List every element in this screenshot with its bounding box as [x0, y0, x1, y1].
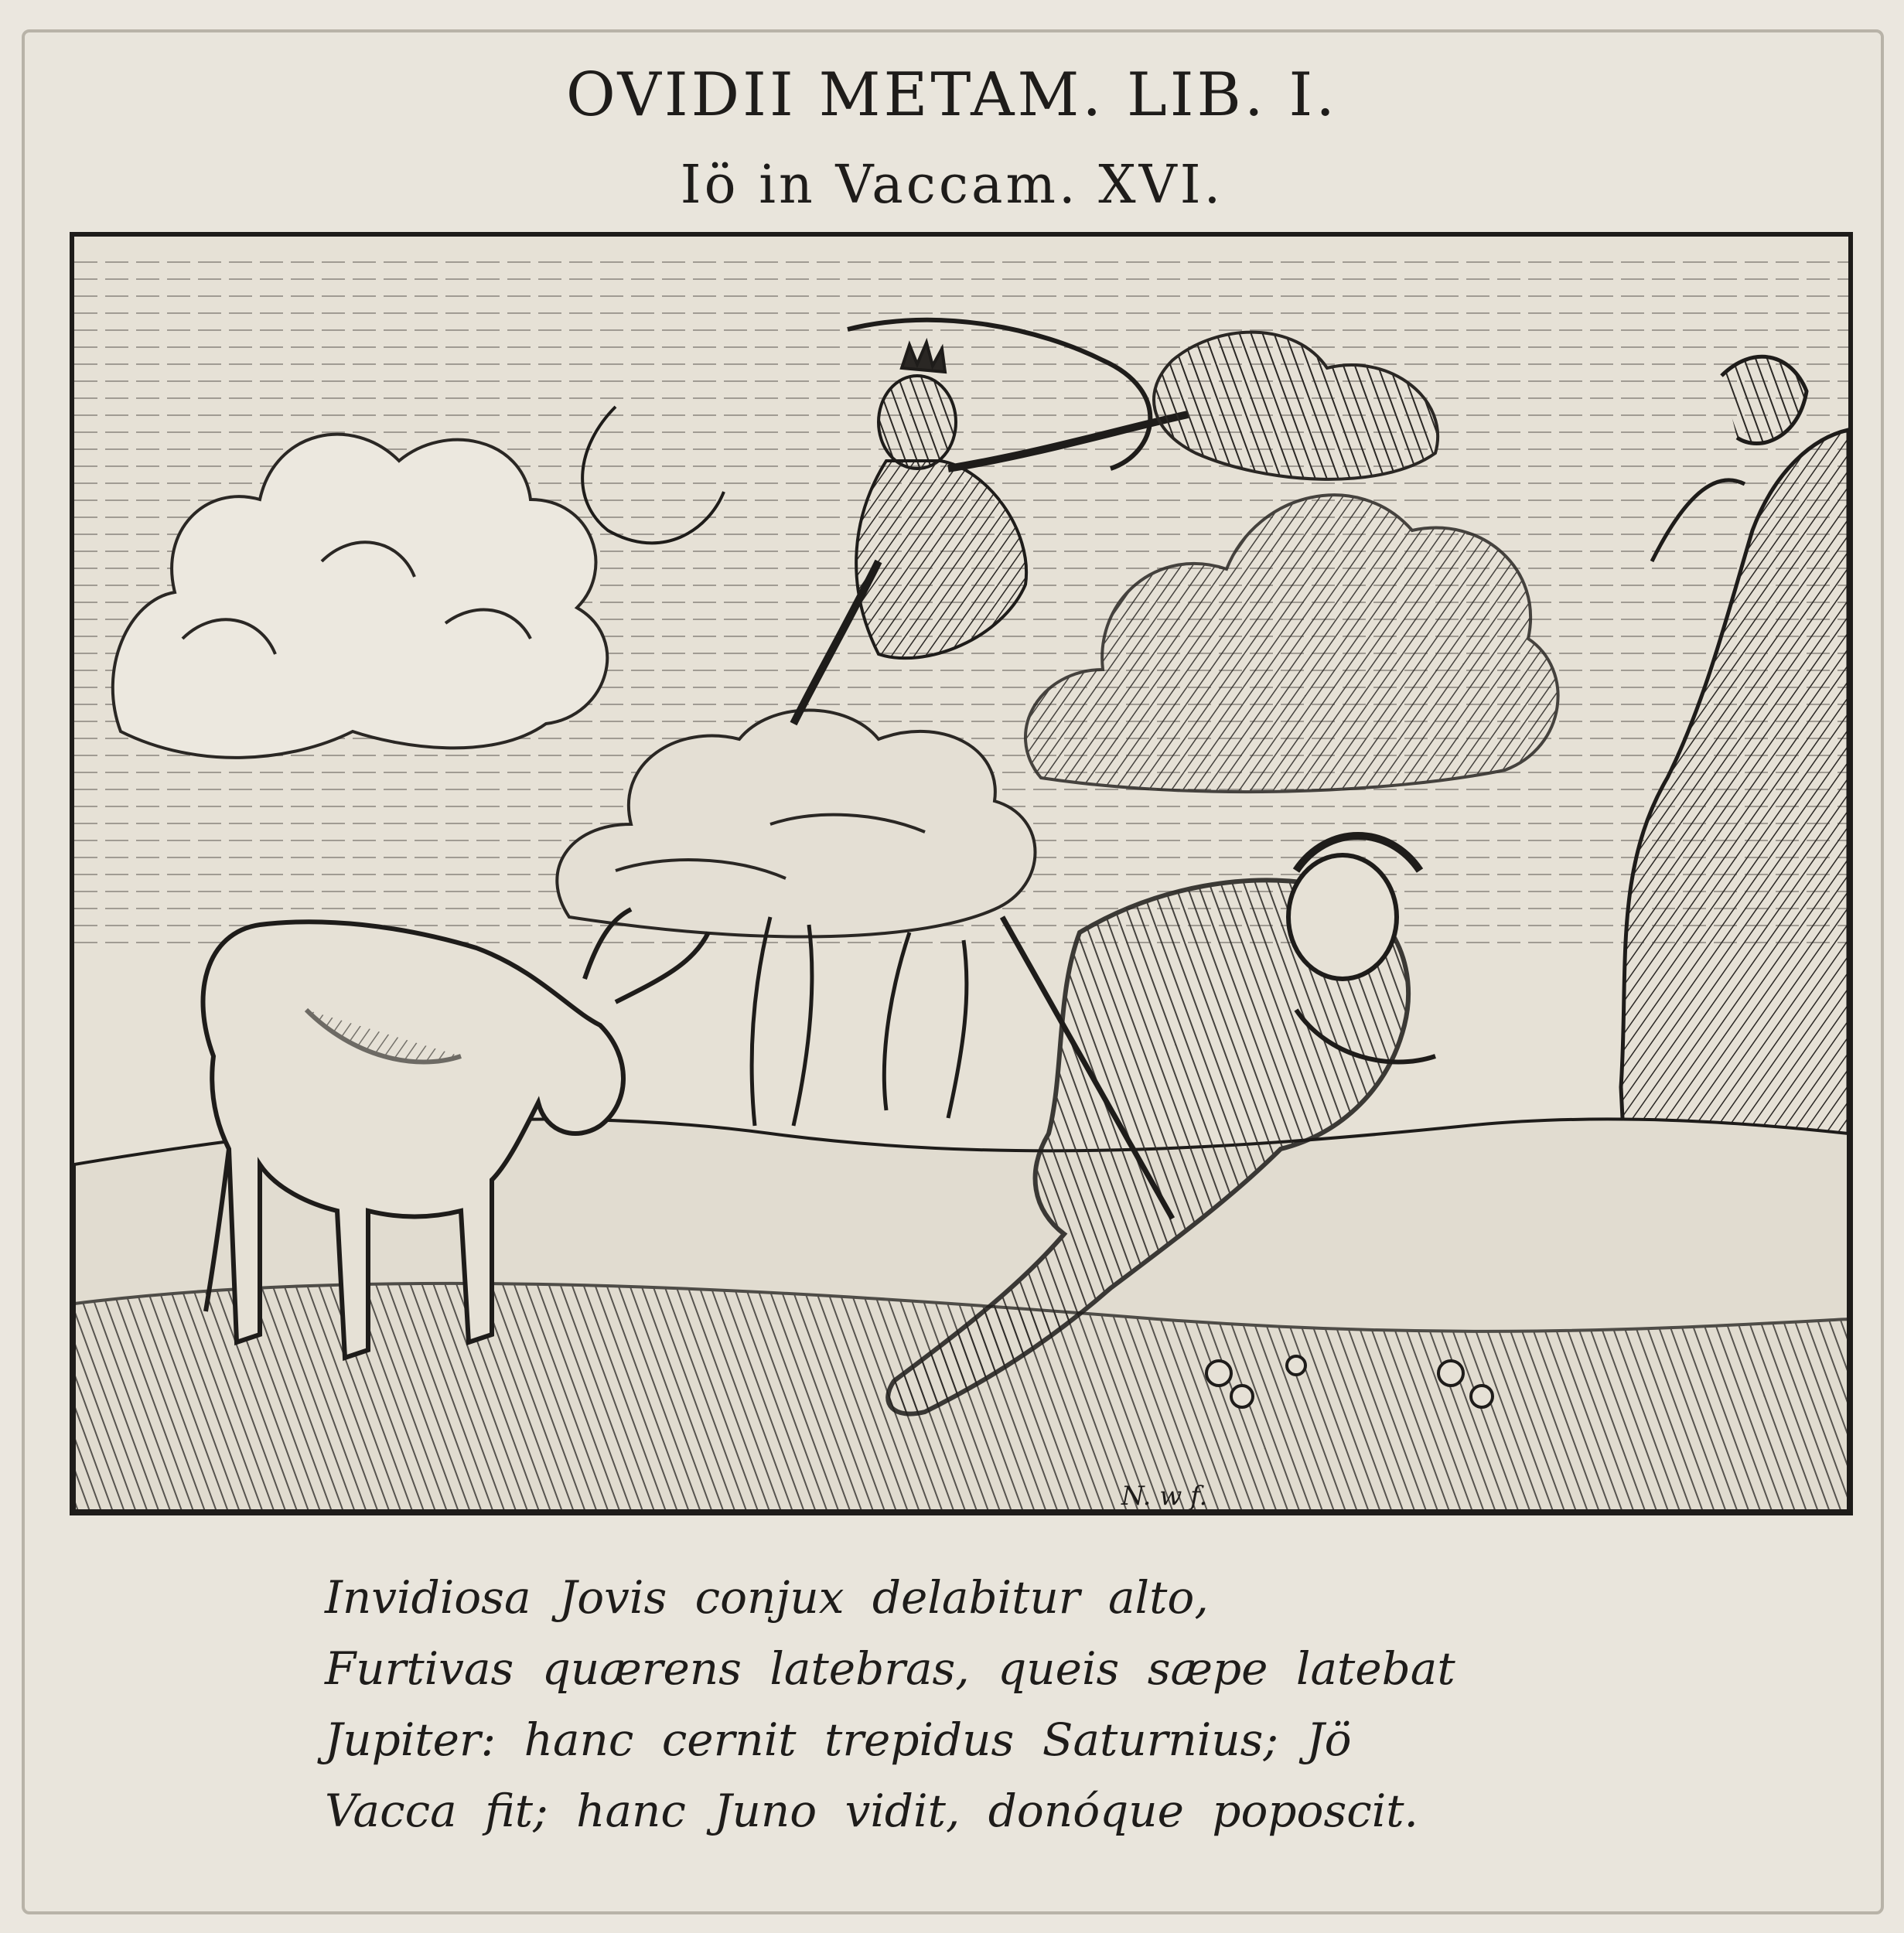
- verse-block: [325, 1562, 1640, 1846]
- verse-line: Invidiosa Jovis conjux delabitur alto,: [325, 1571, 1209, 1624]
- page-subtitle: Iö in Vaccam. XVI.: [680, 155, 1224, 216]
- verse-line: Vacca fit; hanc Juno vidit, donóque poposcit.: [325, 1785, 1418, 1837]
- verse-line: Furtivas quærens latebras, queis sæpe latebat: [325, 1642, 1455, 1695]
- etching-illustration: [70, 232, 1853, 1515]
- scene-drawing: [74, 237, 1848, 1511]
- verse-line: Jupiter: hanc cernit trepidus Saturnius; Jö: [325, 1713, 1352, 1766]
- engraver-signature: N. w f.: [1121, 1481, 1208, 1512]
- page-title: OVIDII METAM. LIB. I.: [565, 60, 1339, 130]
